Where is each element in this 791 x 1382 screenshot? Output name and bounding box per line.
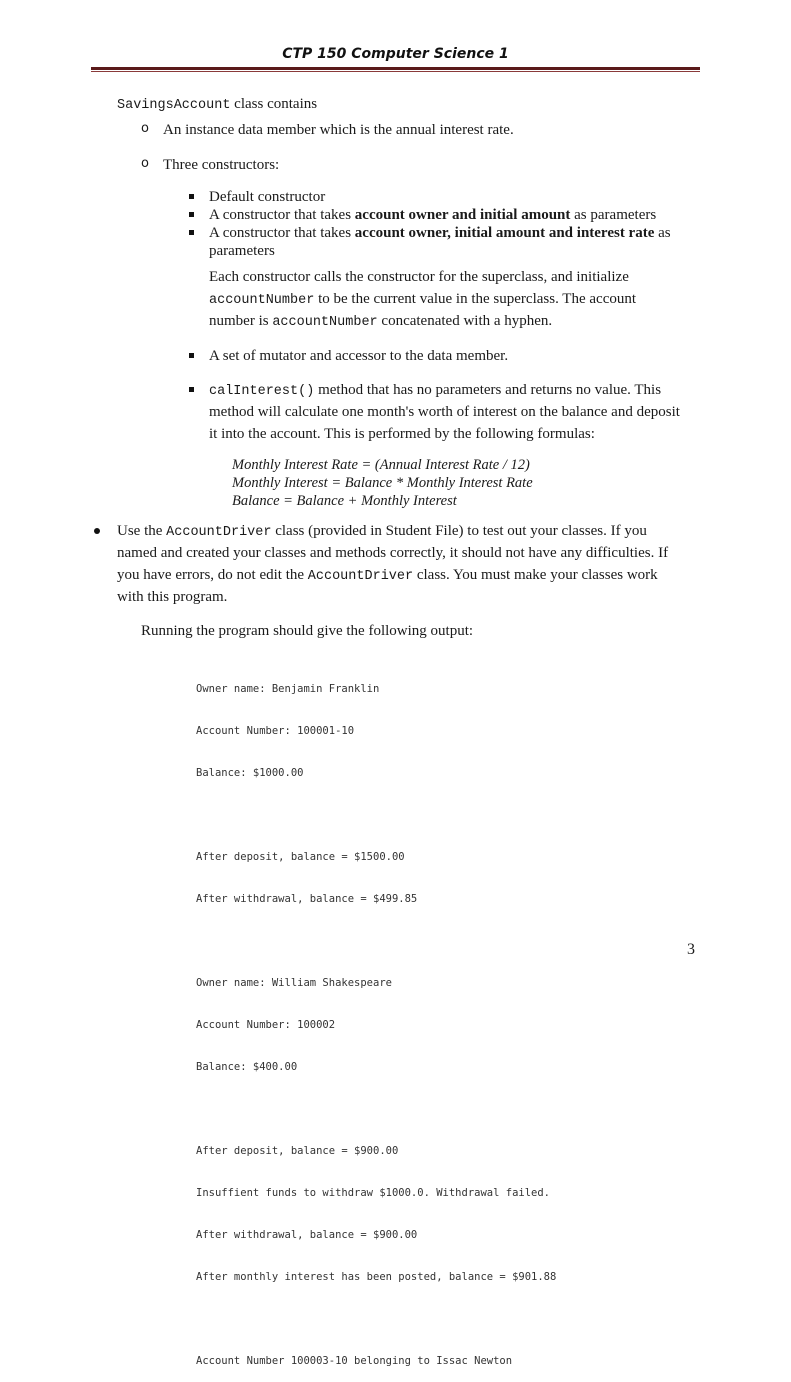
output-line: Owner name: Benjamin Franklin: [196, 683, 380, 695]
text-run: number is: [209, 313, 273, 329]
round-bullet-icon: [94, 528, 100, 534]
page-number: 3: [687, 941, 695, 958]
output-line: Balance: $1000.00: [196, 767, 304, 779]
constructor-owner-amount: [209, 206, 656, 224]
running-caption: Running the program should give the following output:: [141, 623, 474, 639]
code-accountdriver: AccountDriver: [166, 525, 272, 540]
formula-monthly-interest: Monthly Interest = Balance * Monthly Interest Rate: [232, 475, 533, 491]
text-run: concatenated with a hyphen.: [377, 313, 553, 329]
formula-balance: Balance = Balance + Monthly Interest: [232, 493, 457, 509]
square-bullet-icon: [189, 212, 194, 217]
code-accountnumber: accountNumber: [209, 293, 315, 308]
output-line: Owner name: William Shakespeare: [196, 977, 392, 989]
circle-bullet-icon: o: [141, 156, 149, 171]
output-line: Insuffient funds to withdraw $1000.0. Withdrawal failed.: [196, 1187, 551, 1199]
calinterest-line3: it into the account. This is performed by the following formulas:: [209, 426, 595, 442]
constructor-owner-amount-rate-cont: parameters: [209, 243, 275, 259]
text-run: as parameters: [570, 207, 657, 223]
constructor-default: Default constructor: [209, 189, 326, 205]
code-accountnumber: accountNumber: [272, 315, 378, 330]
square-bullet-icon: [189, 230, 194, 235]
driver-line2: named and created your classes and methods correctly, it should not have any difficulties. If: [117, 545, 669, 561]
header-rule-thin: [91, 71, 700, 72]
output-line: After deposit, balance = $1500.00: [196, 851, 405, 863]
text-run: class. You must make your classes work: [413, 567, 658, 583]
formula-monthly-rate: Monthly Interest Rate = (Annual Interest Rate / 12): [232, 457, 530, 473]
sub-item-interest-rate: An instance data member which is the annual interest rate.: [163, 122, 514, 138]
output-line: Account Number 100003-10 belonging to Issac Newton: [196, 1355, 513, 1367]
text-run: A constructor that takes: [209, 225, 355, 241]
intro-suffix: class contains: [230, 96, 318, 112]
constructor-para-line3: [209, 312, 552, 332]
text-run: you have errors, do not edit the: [117, 567, 308, 583]
text-run: A constructor that takes: [209, 207, 355, 223]
output-line: Account Number: 100001-10: [196, 725, 355, 737]
intro-line: [117, 95, 317, 115]
program-output: [196, 654, 556, 1382]
driver-line4: with this program.: [117, 589, 228, 605]
output-line: Balance: $400.00: [196, 1061, 298, 1073]
square-bullet-icon: [189, 194, 194, 199]
output-line: After withdrawal, balance = $900.00: [196, 1229, 418, 1241]
output-line: After deposit, balance = $900.00: [196, 1145, 399, 1157]
output-line: [196, 934, 556, 948]
page-header-title: CTP 150 Computer Science 1: [282, 46, 509, 62]
driver-line1: [117, 522, 647, 542]
calinterest-line2: method will calculate one month's worth of interest on the balance and deposit: [209, 404, 680, 420]
circle-bullet-icon: o: [141, 121, 149, 136]
output-line: [196, 1102, 556, 1116]
text-run: to be the current value in the superclass. The account: [314, 291, 637, 307]
code-savingsaccount: SavingsAccount: [117, 98, 231, 113]
driver-line3: [117, 566, 658, 586]
output-line: After withdrawal, balance = $499.85: [196, 893, 418, 905]
bold-text: account owner and initial amount: [354, 207, 571, 223]
text-run: as: [654, 225, 671, 241]
constructor-para-line2: [209, 290, 636, 310]
text-run: Use the: [117, 523, 167, 539]
text-run: class (provided in Student File) to test out your classes. If you: [271, 523, 647, 539]
mutator-item: A set of mutator and accessor to the data member.: [209, 348, 509, 364]
bold-text: account owner, initial amount and interest rate: [354, 225, 655, 241]
output-line: [196, 1312, 556, 1326]
square-bullet-icon: [189, 353, 194, 358]
constructor-para-line1: Each constructor calls the constructor for the superclass, and initialize: [209, 269, 629, 285]
output-line: After monthly interest has been posted, balance = $901.88: [196, 1271, 557, 1283]
header-rule: [91, 67, 700, 70]
text-run: method that has no parameters and returns no value. This: [314, 382, 662, 398]
output-line: Account Number: 100002: [196, 1019, 336, 1031]
constructor-owner-amount-rate: [209, 224, 671, 242]
sub-item-constructors: Three constructors:: [163, 157, 280, 173]
calinterest-line1: [209, 381, 661, 401]
code-calinterest: calInterest(): [209, 384, 315, 399]
code-accountdriver: AccountDriver: [307, 569, 414, 584]
square-bullet-icon: [189, 387, 194, 392]
output-line: [196, 808, 556, 822]
